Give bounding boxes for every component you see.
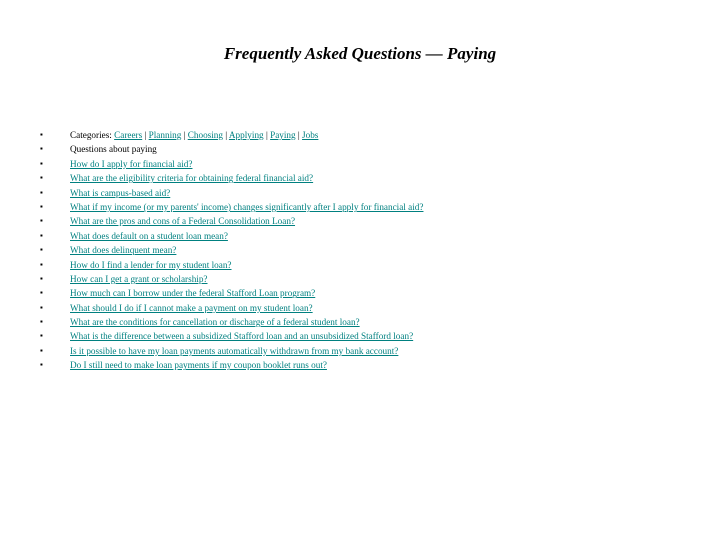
bullet-icon: ▪ <box>40 345 43 355</box>
category-link-jobs[interactable]: Jobs <box>302 130 319 140</box>
bullet-icon: ▪ <box>40 144 43 154</box>
faq-question-link[interactable]: What does default on a student loan mean? <box>70 230 228 241</box>
bullet-icon: ▪ <box>40 173 43 183</box>
list-item-section-heading <box>40 142 700 156</box>
faq-question-link[interactable]: How can I get a grant or scholarship? <box>70 273 208 284</box>
list-item <box>40 214 700 228</box>
category-link-choosing[interactable]: Choosing <box>187 130 223 140</box>
list-item <box>40 200 700 214</box>
list-item <box>40 358 700 372</box>
category-link-paying[interactable]: Paying <box>270 130 296 140</box>
faq-question-link[interactable]: What are the conditions for cancellation or discharge of a federal student loan? <box>70 317 360 328</box>
faq-question-link[interactable]: What if my income (or my parents' income) changes significantly after I apply for financial aid? <box>70 201 424 212</box>
faq-question-link[interactable]: Is it possible to have my loan payments automatically withdrawn from my bank account? <box>70 345 399 356</box>
bullet-icon: ▪ <box>40 201 43 211</box>
list-item <box>40 157 700 171</box>
list-item <box>40 329 700 343</box>
list-item <box>40 186 700 200</box>
list-item <box>40 171 700 185</box>
category-separator: | <box>183 130 186 140</box>
list-item <box>40 344 700 358</box>
faq-question-link[interactable]: How do I find a lender for my student loan? <box>70 259 232 270</box>
list-item <box>40 286 700 300</box>
list-item <box>40 315 700 329</box>
category-link-careers[interactable]: Careers <box>114 130 143 140</box>
faq-question-link[interactable]: What are the pros and cons of a Federal Consolidation Loan? <box>70 216 296 227</box>
list-item <box>40 301 700 315</box>
bullet-icon: ▪ <box>40 130 43 139</box>
faq-question-link[interactable]: What does delinquent mean? <box>70 245 177 256</box>
faq-question-link[interactable]: What should I do if I cannot make a payment on my student loan? <box>70 302 313 313</box>
page-title: Frequently Asked Questions — Paying <box>223 44 497 63</box>
section-heading: Questions about paying <box>70 144 157 155</box>
category-link-applying[interactable]: Applying <box>228 130 264 140</box>
bullet-icon: ▪ <box>40 259 43 269</box>
bullet-icon: ▪ <box>40 331 43 341</box>
bullet-icon: ▪ <box>40 317 43 327</box>
bullet-icon: ▪ <box>40 288 43 298</box>
category-link-planning[interactable]: Planning <box>148 130 182 140</box>
bullet-icon: ▪ <box>40 158 43 168</box>
bullet-icon: ▪ <box>40 230 43 240</box>
list-item <box>40 229 700 243</box>
list-item <box>40 258 700 272</box>
categories-label: Categories: <box>70 130 112 140</box>
bullet-icon: ▪ <box>40 216 43 226</box>
faq-question-link[interactable]: How do I apply for financial aid? <box>70 158 193 169</box>
list-item <box>40 243 700 257</box>
faq-question-link[interactable]: How much can I borrow under the federal Stafford Loan program? <box>70 288 316 299</box>
category-separator: | <box>297 130 300 140</box>
faq-question-link[interactable]: What is the difference between a subsidized Stafford loan and an unsubsidized Stafford loan? <box>70 331 414 342</box>
bullet-icon: ▪ <box>40 245 43 255</box>
list-item-categories <box>40 128 700 142</box>
faq-question-link[interactable]: Do I still need to make loan payments if my coupon booklet runs out? <box>70 360 327 371</box>
bullet-icon: ▪ <box>40 360 43 370</box>
bullet-icon: ▪ <box>40 187 43 197</box>
faq-list <box>40 128 700 373</box>
category-separator: | <box>144 130 147 140</box>
bullet-icon: ▪ <box>40 302 43 312</box>
list-item <box>40 272 700 286</box>
category-separator: | <box>225 130 228 140</box>
faq-question-link[interactable]: What are the eligibility criteria for obtaining federal financial aid? <box>70 173 314 184</box>
category-separator: | <box>265 130 268 140</box>
faq-question-link[interactable]: What is campus-based aid? <box>70 187 171 198</box>
bullet-icon: ▪ <box>40 273 43 283</box>
